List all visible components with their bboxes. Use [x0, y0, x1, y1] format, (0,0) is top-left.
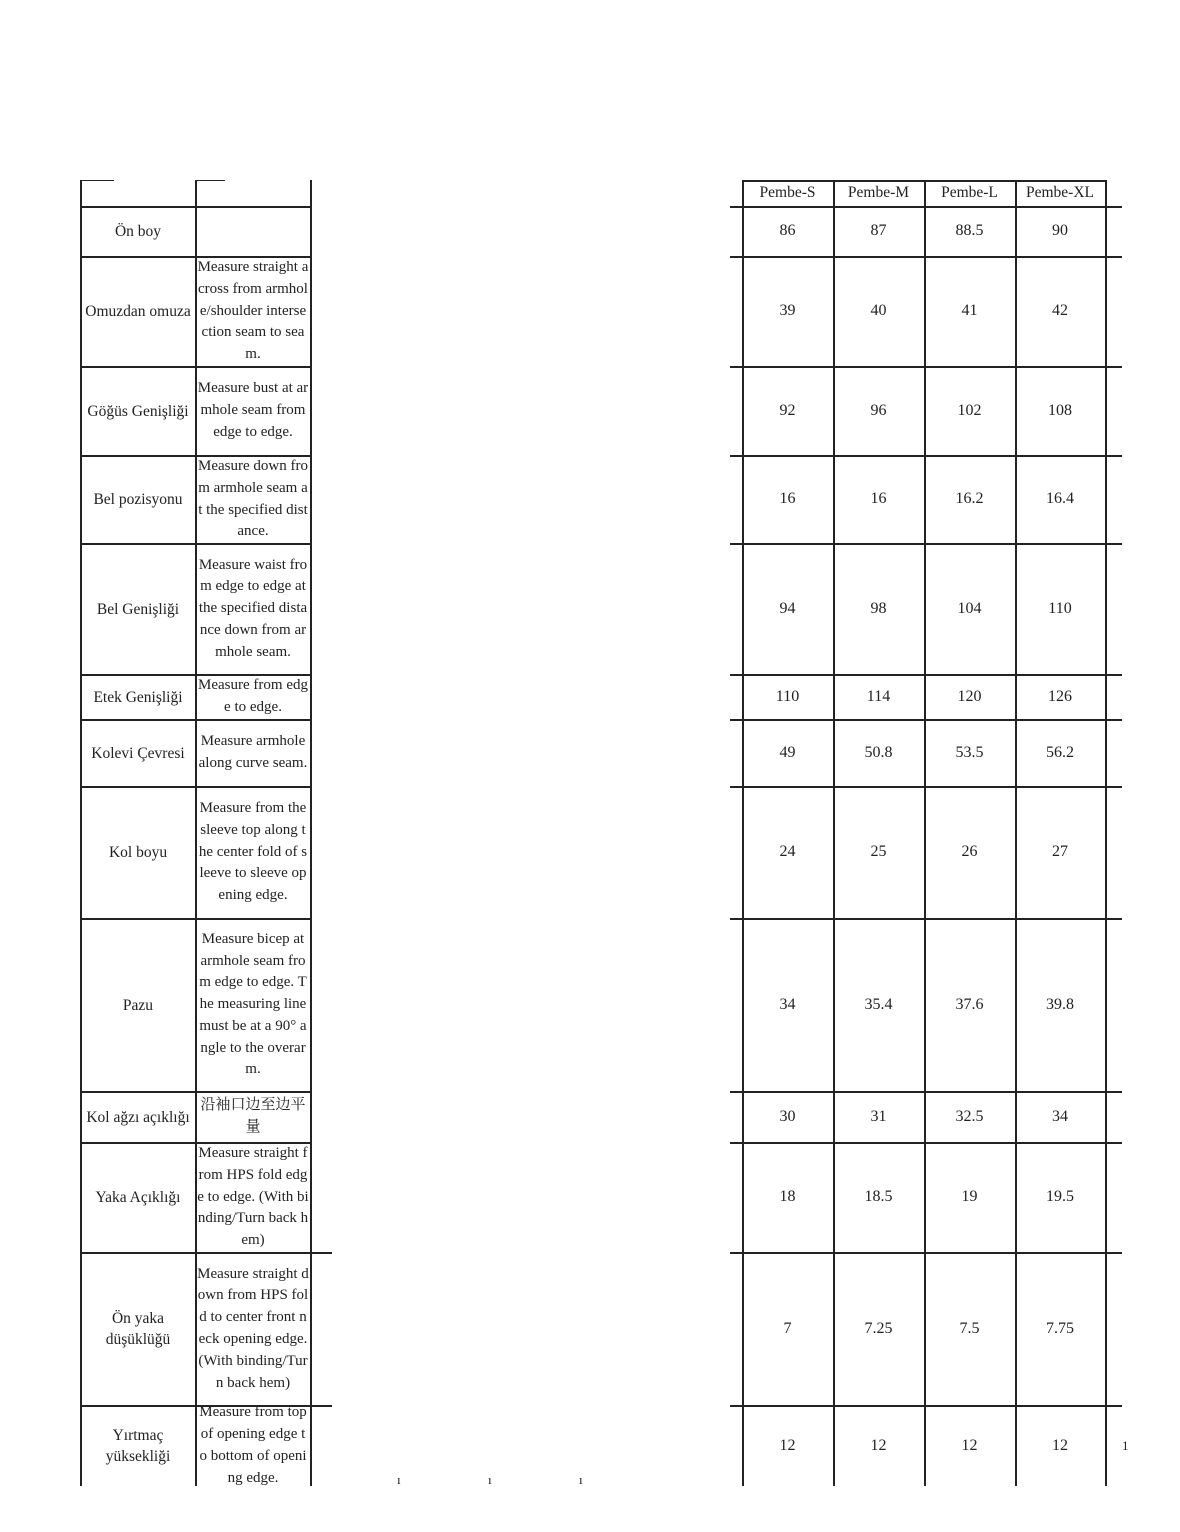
- size-value: 18: [779, 1188, 796, 1205]
- row-description: Measure straight down from HPS fold to center front neck opening edge. (With binding/Turn back hem): [197, 1265, 309, 1391]
- footer-tick: ı: [488, 1472, 492, 1487]
- row-label: Bel pozisyonu: [93, 491, 183, 508]
- size-value: 19.5: [1046, 1188, 1074, 1205]
- size-value: 7: [783, 1319, 792, 1337]
- size-value: 56.2: [1046, 743, 1074, 761]
- size-value: 16: [870, 490, 887, 507]
- column-header: Pembe-S: [759, 184, 816, 201]
- size-value: 30: [779, 1107, 796, 1125]
- row-description: Measure from top of opening edge to bottom of opening edge.: [199, 1406, 307, 1486]
- row-description: 沿袖口边至边平量: [200, 1097, 306, 1135]
- row-description: Measure armhole along curve seam.: [198, 733, 308, 771]
- row-label: Yaka Açıklığı: [95, 1189, 181, 1206]
- grid-line: [1105, 180, 1107, 1486]
- size-value: 40: [870, 302, 887, 319]
- footer-tick: ı: [579, 1472, 583, 1487]
- size-value: 94: [779, 599, 796, 617]
- size-value: 41: [961, 302, 978, 319]
- size-value: 12: [870, 1436, 887, 1454]
- size-value: 16: [779, 490, 796, 507]
- size-value: 53.5: [955, 743, 984, 761]
- size-value: 88.5: [955, 222, 984, 239]
- size-value: 32.5: [955, 1107, 984, 1125]
- size-value: 90: [1052, 222, 1068, 239]
- grid-line: [310, 180, 312, 1486]
- size-value: 120: [957, 687, 982, 705]
- size-value: 24: [779, 843, 796, 860]
- size-value: 12: [779, 1436, 796, 1454]
- size-value: 35.4: [864, 995, 893, 1013]
- size-value: 102: [957, 401, 982, 419]
- margin-mark: 1: [1122, 1438, 1129, 1453]
- size-value: 31: [870, 1107, 887, 1125]
- size-value: 98: [870, 599, 887, 617]
- row-label: Pazu: [122, 996, 154, 1014]
- column-header: Pembe-L: [941, 184, 998, 201]
- size-value: 110: [1048, 599, 1072, 617]
- size-value: 34: [1052, 1107, 1068, 1125]
- size-value: 25: [870, 843, 887, 860]
- row-label: Omuzdan omuza: [85, 303, 191, 320]
- footer-tick: ı: [397, 1472, 401, 1487]
- row-description: Measure straight across from armhole/shoulder intersection seam to seam.: [197, 259, 309, 363]
- size-value: 34: [779, 995, 796, 1013]
- size-value: 7.25: [864, 1319, 893, 1337]
- size-value: 7.5: [959, 1319, 980, 1337]
- size-value: 39: [779, 302, 796, 319]
- row-description: Measure from edge to edge.: [198, 677, 308, 715]
- grid-line: [195, 180, 225, 181]
- size-value: 96: [870, 401, 887, 419]
- size-value: 104: [957, 599, 982, 617]
- row-description: Measure waist from edge to edge at the specified distance down from armhole seam.: [198, 556, 308, 660]
- row-description: Measure bicep at armhole seam from edge to edge. The measuring line must be at a 90° angle to the overarm.: [199, 930, 307, 1078]
- row-label: Etek Genişliği: [93, 688, 183, 706]
- size-value: 18.5: [864, 1188, 893, 1205]
- size-value: 39.8: [1046, 995, 1074, 1013]
- row-description: Measure bust at armhole seam from edge to edge.: [197, 380, 309, 440]
- size-value: 12: [1052, 1436, 1068, 1454]
- row-label: Yırtmaç yüksekliği: [105, 1427, 171, 1465]
- column-header: Pembe-M: [847, 184, 910, 201]
- size-value: 19: [961, 1188, 978, 1205]
- size-value: 126: [1048, 687, 1072, 705]
- column-header: Pembe-XL: [1025, 184, 1094, 201]
- size-value: 16.2: [955, 490, 984, 507]
- size-value: 37.6: [955, 995, 984, 1013]
- size-value: 26: [961, 843, 978, 860]
- row-label: Göğüs Genişliği: [87, 402, 189, 420]
- size-value: 27: [1052, 843, 1068, 860]
- grid-line: [80, 180, 114, 181]
- row-label: Kol ağzı açıklığı: [86, 1108, 190, 1126]
- size-value: 12: [961, 1436, 978, 1454]
- row-label: Kolevi Çevresi: [91, 744, 185, 762]
- row-label: Ön boy: [114, 223, 162, 240]
- size-value: 108: [1048, 401, 1072, 419]
- row-description: Measure down from armhole seam at the specified distance.: [198, 457, 308, 540]
- size-value: 110: [775, 687, 800, 705]
- size-value: 86: [779, 222, 796, 239]
- row-description: Measure straight from HPS fold edge to edge. (With binding/Turn back hem): [197, 1145, 309, 1249]
- row-description: Measure from the sleeve top along the center fold of sleeve to sleeve opening edge.: [198, 800, 308, 904]
- row-label: Ön yaka düşüklüğü: [105, 1310, 171, 1348]
- size-value: 7.75: [1046, 1319, 1074, 1337]
- row-description: [196, 207, 310, 256]
- size-value: 50.8: [864, 743, 893, 761]
- row-label: Kol boyu: [108, 844, 168, 861]
- size-value: 16.4: [1046, 490, 1074, 507]
- row-label: Bel Genişliği: [96, 600, 180, 618]
- size-value: 42: [1052, 302, 1068, 319]
- size-value: 114: [866, 687, 891, 705]
- size-value: 87: [870, 222, 887, 239]
- size-value: 49: [779, 743, 796, 761]
- size-value: 92: [779, 401, 796, 419]
